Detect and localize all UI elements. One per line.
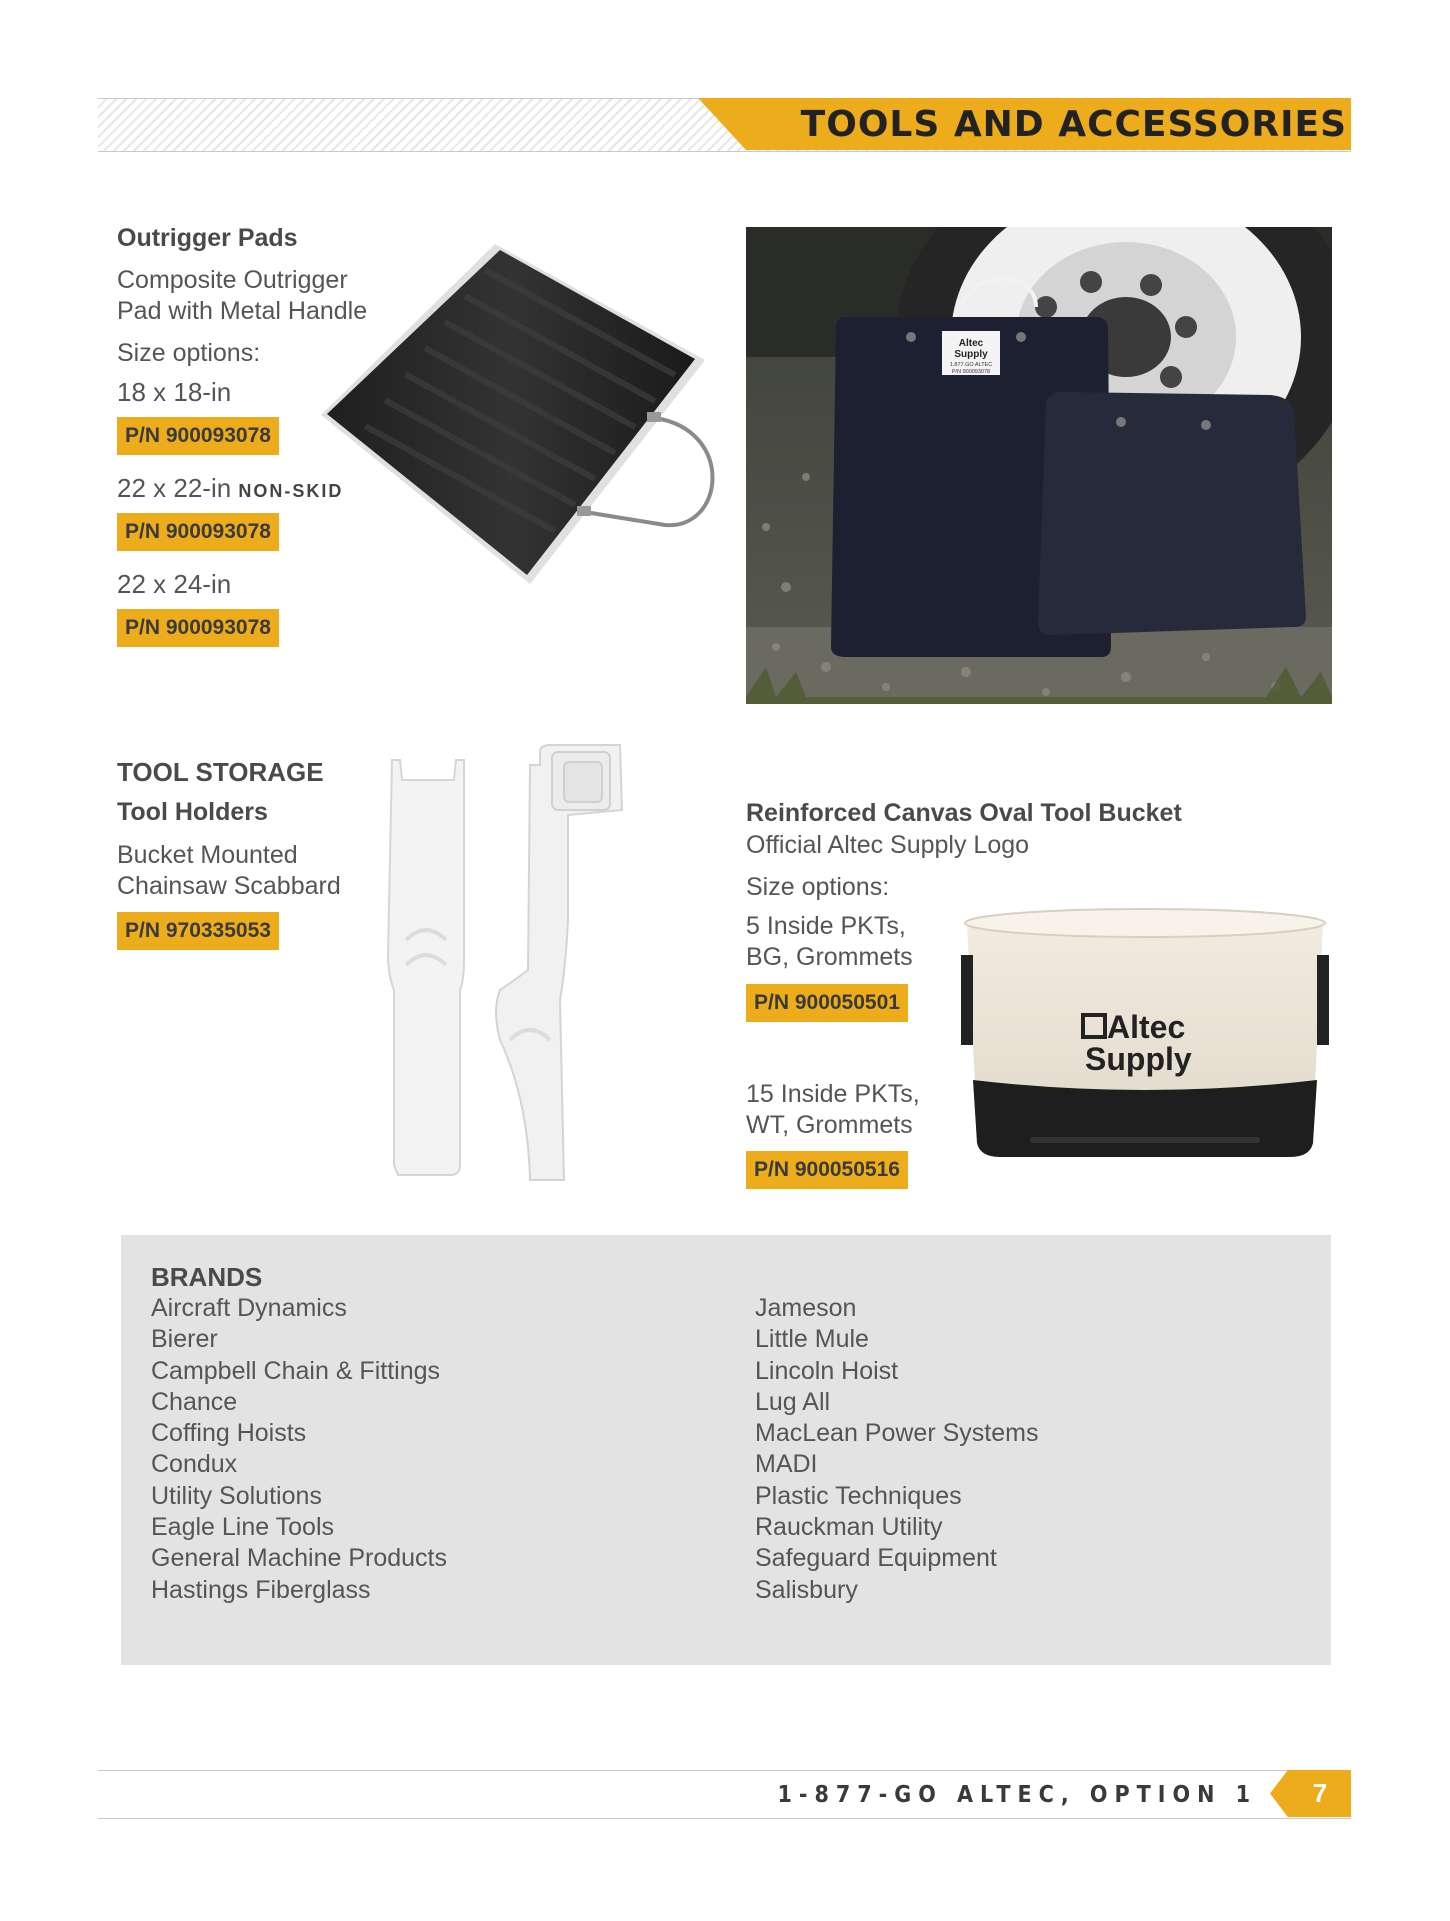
photo-label-line3: 1.877.GO ALTEC	[949, 362, 993, 368]
brands-list-right	[755, 1293, 1038, 1606]
brand-item: Plastic Techniques	[755, 1481, 962, 1510]
outrigger-pn-1: P/N 900093078	[117, 417, 279, 455]
photo-label-line4: P/N 900093078	[951, 369, 991, 375]
brand-item: Rauckman Utility	[755, 1513, 943, 1542]
brand-item: Safeguard Equipment	[755, 1544, 997, 1573]
brand-item: Little Mule	[755, 1325, 869, 1354]
tool-holders-pn: P/N 970335053	[117, 912, 279, 950]
bucket-subtitle: Official Altec Supply Logo	[746, 831, 1030, 859]
outrigger-desc-line1: Composite Outrigger	[117, 266, 348, 294]
outrigger-heading: Outrigger Pads	[117, 224, 298, 252]
outrigger-size-2-text: 22 x 22-in	[117, 473, 232, 503]
outrigger-pads-photo	[746, 227, 1332, 704]
brand-item: Utility Solutions	[151, 1481, 322, 1510]
outrigger-size-1: 18 x 18-in	[117, 377, 232, 407]
tool-bucket-image	[955, 905, 1335, 1165]
brand-item: Lug All	[755, 1387, 831, 1416]
brand-item: Bierer	[151, 1325, 218, 1354]
outrigger-size-2-note: NON-SKID	[238, 481, 344, 501]
outrigger-pad-image	[315, 240, 735, 590]
brand-item: MADI	[755, 1450, 818, 1479]
tool-holders-subheading: Tool Holders	[117, 798, 268, 826]
outrigger-size-2	[117, 473, 343, 507]
chainsaw-scabbard-image	[380, 740, 640, 1185]
outrigger-desc-line2: Pad with Metal Handle	[117, 297, 368, 325]
page-title: TOOLS AND ACCESSORIES	[800, 104, 1347, 145]
bucket-heading: Reinforced Canvas Oval Tool Bucket	[746, 799, 1182, 827]
bucket-option-1-line1: 5 Inside PKTs,	[746, 912, 906, 940]
brands-heading: BRANDS	[151, 1262, 263, 1292]
brand-item: Condux	[151, 1450, 238, 1479]
bucket-pn-1: P/N 900050501	[746, 984, 908, 1022]
tool-holders-desc-line2: Chainsaw Scabbard	[117, 872, 341, 900]
bucket-option-2-line1: 15 Inside PKTs,	[746, 1080, 920, 1108]
bucket-logo-line1: Altec	[1107, 1009, 1186, 1045]
brand-item: MacLean Power Systems	[755, 1419, 1039, 1448]
photo-label-line1: Altec	[958, 338, 984, 349]
brand-item: General Machine Products	[151, 1544, 447, 1573]
brand-item: Campbell Chain & Fittings	[151, 1356, 441, 1385]
outrigger-size-label: Size options:	[117, 339, 261, 367]
outrigger-size-3: 22 x 24-in	[117, 569, 232, 599]
outrigger-pn-2: P/N 900093078	[117, 513, 279, 551]
bucket-pn-2: P/N 900050516	[746, 1151, 908, 1189]
brand-item: Chance	[151, 1387, 238, 1416]
brands-list-left	[151, 1293, 447, 1606]
brand-item: Eagle Line Tools	[151, 1513, 335, 1542]
bucket-size-label: Size options:	[746, 873, 890, 901]
brand-item: Salisbury	[755, 1575, 858, 1604]
outrigger-pn-3: P/N 900093078	[117, 609, 279, 647]
tool-holders-desc-line1: Bucket Mounted	[117, 841, 298, 869]
tool-storage-heading: TOOL STORAGE	[117, 757, 324, 787]
footer-phone: 1-877-GO ALTEC, OPTION 1	[777, 1782, 1257, 1808]
bucket-logo-line2: Supply	[1085, 1041, 1192, 1077]
page-number: 7	[1312, 1778, 1328, 1808]
brand-item: Coffing Hoists	[151, 1419, 307, 1448]
bucket-option-2-line2: WT, Grommets	[746, 1111, 913, 1139]
brand-item: Jameson	[755, 1294, 857, 1322]
photo-label-line2: Supply	[954, 349, 988, 360]
bucket-option-1-line2: BG, Grommets	[746, 943, 913, 971]
brand-item: Hastings Fiberglass	[151, 1575, 371, 1604]
brand-item: Lincoln Hoist	[755, 1356, 899, 1385]
brand-item: Aircraft Dynamics	[151, 1294, 347, 1322]
